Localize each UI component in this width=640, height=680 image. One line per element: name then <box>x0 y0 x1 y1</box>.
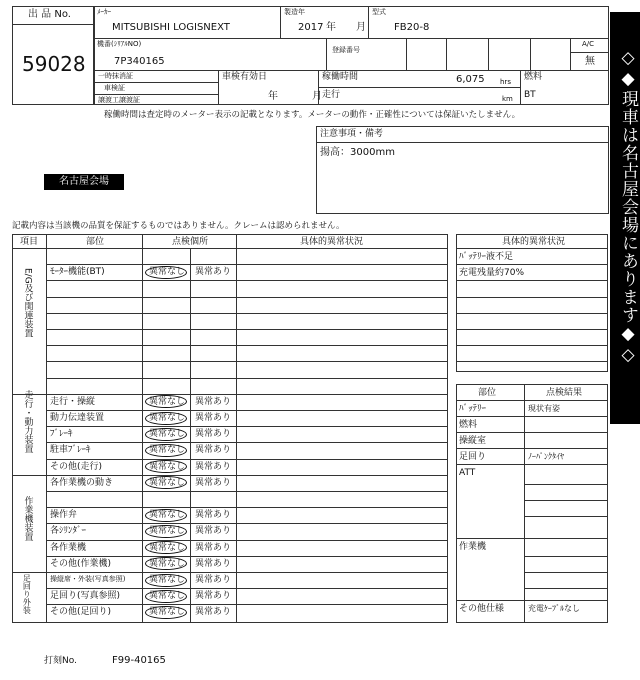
ac-label: A/C <box>582 40 595 48</box>
ok-option[interactable]: 異常なし <box>149 542 186 553</box>
reg-label: 登録番号 <box>332 46 360 54</box>
part-label: 駐車ﾌﾞﾚｰｷ <box>50 445 91 456</box>
venue-badge: 名古屋会場 <box>44 174 124 190</box>
remarks-label: 注意事項・備考 <box>320 129 384 139</box>
inspection-year-unit: 年 <box>268 91 278 102</box>
right-detail-header: 具体的異常状況 <box>502 237 566 247</box>
part-label: 操縦席・外装(写真参照) <box>50 575 126 583</box>
result-part-label: 燃料 <box>459 420 478 430</box>
part-label: 各作業機 <box>50 542 87 553</box>
ok-option[interactable]: 異常なし <box>149 429 186 440</box>
result-value: 充電ｹｰﾌﾞﾙなし <box>528 604 580 613</box>
travel-label: 走行 <box>322 90 341 100</box>
group-work: 作業機装置 <box>22 496 33 541</box>
ng-option[interactable]: 異常あり <box>195 396 232 407</box>
fuel-label: 燃料 <box>524 72 543 82</box>
quality-notice: 記載内容は当該機の品質を保証するものではありません。クレームは認められません。 <box>12 221 345 231</box>
ng-option[interactable]: 異常あり <box>195 542 232 553</box>
part-label: 走行・操縦 <box>50 396 96 407</box>
result-part-label: その他仕様 <box>459 604 505 614</box>
year-value: 2017 <box>298 22 324 33</box>
ng-option[interactable]: 異常あり <box>195 607 232 618</box>
lot-label: 出 品 No. <box>28 9 71 20</box>
result-part-label: ﾊﾞｯﾃﾘｰ <box>459 404 487 414</box>
model-value: FB20-8 <box>394 22 430 33</box>
result-value: ﾉｰﾊﾟﾝｸﾀｲﾔ <box>528 452 564 461</box>
ok-option[interactable]: 異常なし <box>149 477 186 488</box>
col-item: 項目 <box>20 237 39 247</box>
col-detail: 具体的異常状況 <box>300 237 364 247</box>
engraving-label: 打刻No. <box>44 656 77 666</box>
ok-option[interactable]: 異常なし <box>149 526 186 537</box>
ng-option[interactable]: 異常あり <box>195 575 232 585</box>
km-unit: km <box>502 95 513 103</box>
result-part-label: ATT <box>459 468 476 478</box>
remarks-text: 揚高：3000mm <box>320 147 395 158</box>
cert2-label: 車検証 <box>104 84 125 92</box>
hours-unit: hrs <box>500 78 511 86</box>
location-banner-text: ◇◆現車は名古屋会場にあります◆◇ <box>618 48 638 366</box>
location-banner <box>610 12 640 424</box>
serial-value: 7P340165 <box>114 56 165 67</box>
inspection-label: 車検有効日 <box>222 72 268 82</box>
part-label: 各ｼﾘﾝﾀﾞｰ <box>50 526 87 537</box>
group-engine: E/G及び関連装置 <box>22 268 33 338</box>
part-label: 操作弁 <box>50 510 78 521</box>
ok-option[interactable]: 異常なし <box>149 396 186 407</box>
result-part-label: 操縦室 <box>459 436 487 446</box>
ac-value: 無 <box>585 56 595 67</box>
ok-option[interactable]: 異常なし <box>149 445 186 456</box>
hours-notice: 稼働時間は査定時のメーター表示の記載となります。メーターの動作・正確性については保証いたしません。 <box>104 110 521 120</box>
group-underbody: 足回り外装 <box>22 574 32 614</box>
ng-option[interactable]: 異常あり <box>195 558 232 569</box>
ok-option[interactable]: 異常なし <box>149 413 186 423</box>
ok-option[interactable]: 異常なし <box>149 591 186 602</box>
col-check: 点検個所 <box>172 237 209 247</box>
hours-label: 稼働時間 <box>322 72 359 82</box>
ng-option[interactable]: 異常あり <box>195 510 232 521</box>
ng-option[interactable]: 異常あり <box>195 526 232 537</box>
col-part: 部位 <box>86 237 105 247</box>
remarks-box <box>316 126 609 214</box>
right-col-part: 部位 <box>478 388 497 398</box>
part-label: ﾓｰﾀｰ機能(BT) <box>50 267 105 278</box>
ok-option[interactable]: 異常なし <box>149 267 186 278</box>
part-label: その他(作業機) <box>50 558 112 569</box>
ng-option[interactable]: 異常あり <box>195 267 232 278</box>
right-col-result: 点検結果 <box>546 388 583 398</box>
year-unit: 年 <box>326 22 336 33</box>
maker-value: MITSUBISHI LOGISNEXT <box>112 22 230 33</box>
part-label: 各作業機の動き <box>50 477 114 488</box>
right-detail-line-2: 充電残量約70% <box>459 268 525 278</box>
inspection-month-unit: 月 <box>312 91 322 102</box>
ok-option[interactable]: 異常なし <box>149 607 186 618</box>
part-label: その他(走行) <box>50 461 103 472</box>
ng-option[interactable]: 異常あり <box>195 591 232 602</box>
lot-number: 59028 <box>22 52 86 76</box>
year-label: 製造年 <box>284 8 305 16</box>
engraving-value: F99-40165 <box>112 655 166 666</box>
group-travel: 走行・動力装置 <box>22 390 33 453</box>
maker-label: ﾒｰｶｰ <box>97 8 111 16</box>
month-unit: 月 <box>356 22 366 33</box>
serial-label: 機番(ｼﾘｱﾙNO) <box>97 40 142 48</box>
right-detail-line-1: ﾊﾞｯﾃﾘｰ液不足 <box>459 252 514 262</box>
cert3-label: 譲渡工譲渡証 <box>98 96 140 104</box>
hours-value: 6,075 <box>456 74 485 85</box>
ng-option[interactable]: 異常あり <box>195 429 232 440</box>
model-label: 型式 <box>372 8 386 16</box>
part-label: 動力伝達装置 <box>50 413 105 423</box>
part-label: ﾌﾞﾚｰｷ <box>50 429 73 440</box>
part-label: 足回り(写真参照) <box>50 591 121 602</box>
cert1-label: 一時抹消証 <box>98 72 133 80</box>
part-label: その他(足回り) <box>50 607 112 618</box>
ng-option[interactable]: 異常あり <box>195 413 232 423</box>
ng-option[interactable]: 異常あり <box>195 477 232 488</box>
ng-option[interactable]: 異常あり <box>195 461 232 472</box>
result-part-label: 作業機 <box>459 542 487 552</box>
result-part-label: 足回り <box>459 452 487 462</box>
ok-option[interactable]: 異常なし <box>149 461 186 472</box>
result-value: 現状有姿 <box>528 404 560 413</box>
fuel-value: BT <box>524 90 536 100</box>
ok-option[interactable]: 異常なし <box>149 558 186 569</box>
ok-option[interactable]: 異常なし <box>149 575 186 585</box>
ng-option[interactable]: 異常あり <box>195 445 232 456</box>
ok-option[interactable]: 異常なし <box>149 510 186 521</box>
